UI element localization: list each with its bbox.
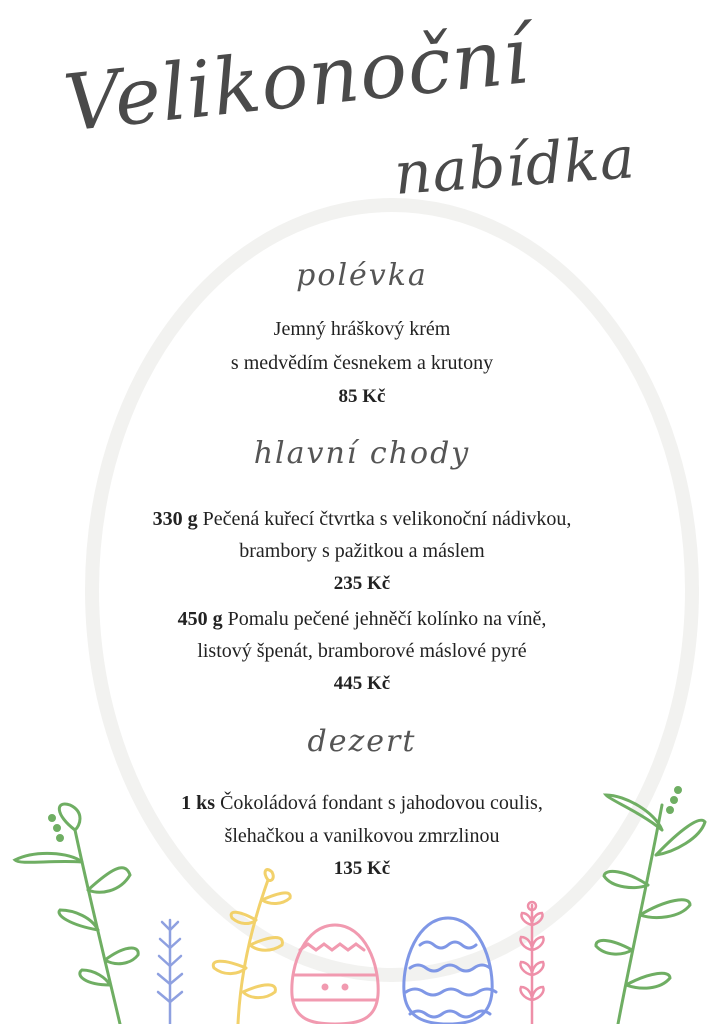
section-heading-mains: hlavní chody [253, 436, 471, 471]
title-line-2: nabídka [392, 123, 638, 208]
main-item-2-desc: Pomalu pečené jehněčí kolínko na víně, [227, 608, 547, 630]
main-item-1-line-2: brambory s pažitkou a máslem [239, 540, 485, 562]
main-item-1-desc: Pečená kuřecí čtvrtka s velikonoční nádivkou, [202, 508, 572, 530]
pink-easter-egg-icon [292, 925, 378, 1024]
main-item-2-price: 445 Kč [333, 673, 391, 694]
pink-sprig-icon [520, 902, 543, 1024]
dessert-item-line-2: šlehačkou a vanilkovou zmrzlinou [224, 825, 500, 847]
lavender-sprig-icon [158, 920, 182, 1024]
dessert-item-qty: 1 ks [181, 792, 216, 814]
yellow-fern-icon [213, 870, 290, 1024]
section-heading-soup: polévka [296, 258, 428, 293]
main-item-1-qty: 330 g [152, 508, 198, 530]
main-item-1-price: 235 Kč [333, 573, 391, 594]
left-green-branch-icon [15, 804, 138, 1024]
soup-item-price: 85 Kč [338, 386, 386, 407]
dessert-item-price: 135 Kč [333, 858, 391, 879]
title-line-1: Velikonoční [60, 11, 534, 150]
soup-item-line-1: Jemný hráškový krém [273, 318, 451, 340]
main-item-2-qty: 450 g [177, 608, 223, 630]
soup-item-line-2: s medvědím česnekem a krutony [230, 352, 494, 374]
blue-easter-egg-icon [404, 918, 496, 1024]
main-item-2-line-2: listový špenát, bramborové máslové pyré [197, 640, 527, 662]
dessert-item-desc: Čokoládová fondant s jahodovou coulis, [220, 792, 543, 814]
section-heading-dessert: dezert [307, 724, 417, 759]
right-green-branch-icon [596, 788, 705, 1024]
